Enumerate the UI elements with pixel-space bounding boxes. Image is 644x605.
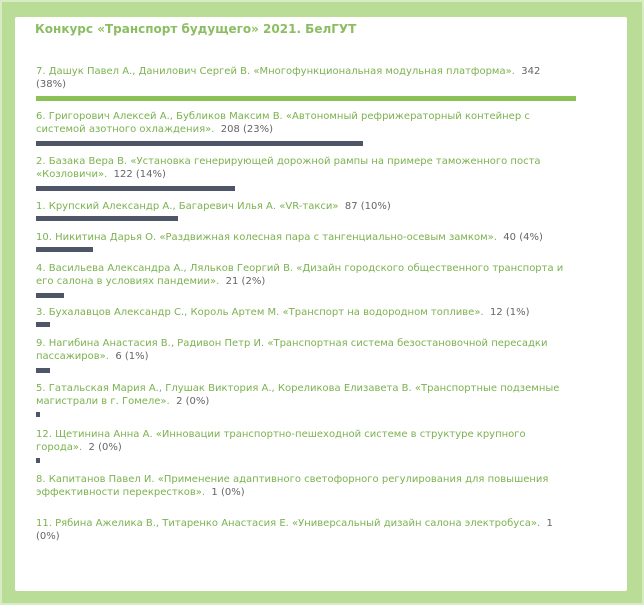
poll-result-text: 11. Рябина Ажелика В., Титаренко Анастасия Е. «Универсальный дизайн салона электробуса». [36, 518, 541, 529]
poll-result-bar-track [36, 216, 178, 221]
poll-result-bar [36, 322, 50, 327]
poll-result-label [36, 518, 578, 543]
poll-result-label [36, 111, 578, 136]
poll-result-text: 7. Дашук Павел А., Данилович Сергей В. «Многофункциональная модульная платформа». [36, 66, 515, 77]
poll-result-count: 12 (1%) [490, 307, 530, 318]
poll-result-label [36, 232, 578, 245]
poll-result-item [36, 518, 578, 543]
poll-result-label [36, 201, 578, 214]
poll-result-count: 21 (2%) [225, 275, 266, 287]
poll-result-bar [36, 141, 363, 146]
poll-result-bar-track [36, 458, 40, 463]
poll-result-label [36, 383, 578, 408]
poll-result-bar-track [36, 293, 64, 298]
poll-title: Конкурс «Транспорт будущего» 2021. БелГУТ [35, 22, 357, 36]
poll-result-label [36, 66, 556, 91]
poll-result-item [36, 263, 578, 288]
poll-result-count: 208 (23%) [220, 123, 274, 135]
poll-result-bar [36, 216, 178, 221]
poll-result-text: 10. Никитина Дарья О. «Раздвижная колесная пара с тангенциально-осевым замком». [36, 232, 497, 243]
poll-result-bar [36, 96, 576, 101]
poll-result-item [36, 111, 578, 136]
poll-result-label [36, 263, 578, 288]
poll-result-label [36, 307, 578, 320]
poll-result-count: 40 (4%) [503, 232, 543, 243]
poll-result-item [36, 66, 578, 91]
poll-result-bar-track [36, 141, 363, 146]
poll-result-item [36, 383, 578, 408]
poll-result-text: 9. Нагибина Анастасия В., Радивон Петр И. «Транспортная система безостановочной пересадки пассажиров». [36, 338, 548, 362]
poll-result-bar-track [36, 368, 50, 373]
poll-results-panel [15, 17, 627, 591]
poll-result-count: 342 (38%) [36, 66, 541, 90]
poll-result-bar [36, 458, 40, 463]
poll-result-text: 6. Григорович Алексей А., Бубликов Максим В. «Автономный рефрижераторный контейнер с системой азотного охлаждения». [36, 111, 530, 135]
poll-result-bar-track [36, 322, 50, 327]
poll-result-bar [36, 368, 50, 373]
poll-result-item [36, 429, 578, 454]
poll-result-bar-track [36, 186, 235, 191]
poll-result-text: 4. Васильева Александра А., Ляльков Георгий В. «Дизайн городского общественного транспорта и его салона в условиях пандемии». [36, 263, 564, 287]
poll-result-text: 1. Крупский Александр А., Багаревич Илья А. «VR-такси» [36, 201, 339, 212]
poll-result-bar-track [36, 412, 40, 417]
poll-result-count: 2 (0%) [88, 441, 122, 453]
poll-result-count: 87 (10%) [344, 201, 391, 212]
poll-result-item [36, 338, 578, 363]
poll-result-text: 3. Бухалавцов Александр С., Король Артем М. «Транспорт на водородном топливе». [36, 307, 484, 318]
poll-result-text: 12. Щетинина Анна А. «Инновации транспортно-пешеходной системе в структуре крупного города». [36, 429, 526, 453]
poll-result-count: 2 (0%) [176, 395, 210, 407]
poll-result-count: 1 (0%) [211, 486, 245, 498]
poll-result-text: 5. Гатальская Мария А., Глушак Виктория А., Кореликова Елизавета В. «Транспортные подземные магистрали в г. Гомеле». [36, 383, 560, 407]
poll-result-label [36, 338, 578, 363]
poll-result-label [36, 429, 551, 454]
poll-result-item [36, 307, 578, 320]
poll-result-count: 6 (1%) [115, 350, 149, 362]
poll-result-bar [36, 247, 93, 252]
poll-result-count: 122 (14%) [113, 168, 166, 180]
poll-result-bar-track [36, 247, 93, 252]
poll-result-item [36, 201, 578, 214]
poll-result-item [36, 474, 578, 499]
poll-result-label [36, 156, 578, 181]
poll-result-item [36, 232, 578, 245]
poll-result-bar [36, 186, 235, 191]
poll-result-item [36, 156, 578, 181]
poll-result-bar [36, 412, 40, 417]
poll-result-bar [36, 293, 64, 298]
poll-result-bar-track [36, 96, 576, 101]
poll-result-count: 1 (0%) [36, 518, 553, 542]
poll-result-label [36, 474, 578, 499]
poll-result-text: 8. Капитанов Павел И. «Применение адаптивного светофорного регулирования для повышения эффективности перекрестков». [36, 474, 549, 498]
poll-result-text: 2. Базака Вера В. «Установка генерирующей дорожной рампы на примере таможенного поста «Козловичи». [36, 156, 541, 180]
